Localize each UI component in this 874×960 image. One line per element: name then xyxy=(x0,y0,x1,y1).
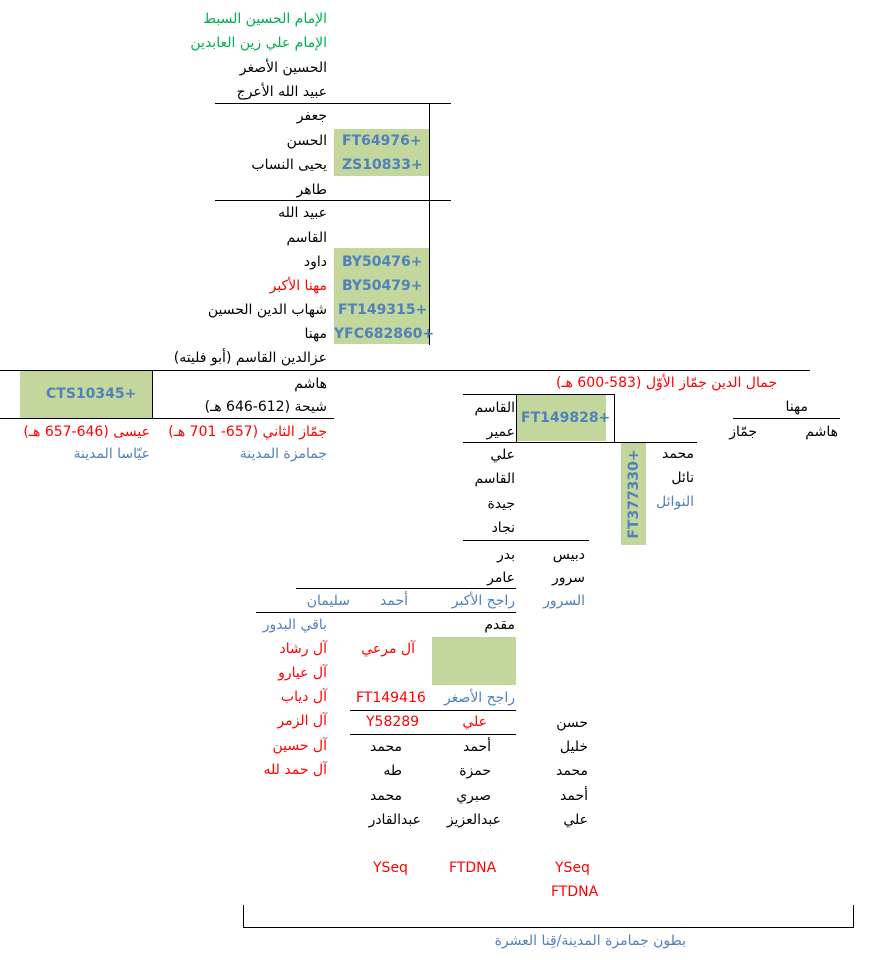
lineage-dawud: داود xyxy=(303,254,327,270)
right-muhanna: مهنا xyxy=(785,399,808,415)
haplo-y58289: Y58289 xyxy=(366,714,420,730)
col-ali-3: صبري xyxy=(456,788,491,804)
haplo-box-empty xyxy=(432,637,516,685)
haplo-zs10833: ZS10833+ xyxy=(342,157,423,173)
right-jammaz: جمّاز xyxy=(729,424,757,440)
al-dhiyab: آل دياب xyxy=(280,689,327,705)
jamal-jammaz: جمال الدين جمّاز الأوّل (583-600 هـ) xyxy=(555,375,777,391)
col-ali-2: حمزة xyxy=(459,763,491,779)
col-hasan-5: علي xyxy=(563,812,588,828)
dubais: دبيس xyxy=(552,547,585,563)
haplo-cts10345: CTS10345+ xyxy=(46,386,137,402)
col-muhammad-4: عبدالقادر xyxy=(368,812,421,828)
footer-caption: بطون جمامزة المدينة/قِنا العشرة xyxy=(494,933,686,949)
al-hamdallah: آل حمد لله xyxy=(263,762,327,778)
test-ftdna-2: FTDNA xyxy=(551,884,599,900)
lineage-hashim: هاشم xyxy=(294,376,327,392)
lineage-muhanna: مهنا xyxy=(304,326,327,342)
haplo-yfc682860: YFC682860+ xyxy=(334,326,435,342)
lineage-tahir: طاهر xyxy=(296,182,327,198)
nawail-tribe: النوائل xyxy=(655,494,694,510)
lineage-ubaydullah-araj: عبيد الله الأعرج xyxy=(236,84,327,100)
rajeh-asghar: راجح الأصغر xyxy=(443,690,515,706)
right-hashim: هاشم xyxy=(805,424,838,440)
col-ali-head: علي xyxy=(462,714,487,730)
line-h12 xyxy=(350,734,516,735)
al-rashad: آل رشاد xyxy=(279,641,327,657)
child-ali: علي xyxy=(490,447,515,463)
col-hasan-2: خليل xyxy=(559,739,588,755)
group-qasim: القاسم xyxy=(474,400,515,416)
haplo-ft149315: FT149315+ xyxy=(338,302,428,318)
lineage-ubaydullah: عبيد الله xyxy=(278,205,327,221)
col-muhammad-1: محمد xyxy=(370,739,402,755)
line-h8 xyxy=(463,540,589,541)
nawail-nail: نائل xyxy=(671,470,694,486)
amer: عامر xyxy=(487,570,515,586)
lineage-husayn-asghar: الحسين الأصغر xyxy=(239,60,327,76)
line-v3 xyxy=(152,370,153,418)
haplo-ft64976: FT64976+ xyxy=(342,133,422,149)
col-hasan-1: حسن xyxy=(556,715,588,731)
al-ayaru: آل عيارو xyxy=(278,665,327,681)
nawail-muhammad: محمد xyxy=(662,446,694,462)
col-muhammad-3: محمد xyxy=(370,788,402,804)
surur-tribe: السرور xyxy=(543,593,585,609)
child-qasim: القاسم xyxy=(474,471,515,487)
baqi-budur: باقي البدور xyxy=(262,617,327,633)
lineage-yahya: يحيى النساب xyxy=(251,157,327,173)
col-ali-4: عبدالعزيز xyxy=(446,812,501,828)
al-zumar: آل الزمر xyxy=(277,713,327,729)
haplo-by50479: BY50479+ xyxy=(342,278,423,294)
issa-name: عيسى (646-657 هـ) xyxy=(23,424,150,440)
line-h9 xyxy=(296,588,516,589)
muqaddam: مقدم xyxy=(484,617,515,633)
test-yseq-1: YSeq xyxy=(373,860,408,876)
jammaz2-tribe: جمامزة المدينة xyxy=(239,446,327,462)
lineage-zain: الإمام علي زين العابدين xyxy=(190,35,327,51)
child-jayda: جيدة xyxy=(487,496,515,512)
jammaz2-name: جمّاز الثاني (657- 701 هـ) xyxy=(168,424,327,440)
al-murai: آل مرعي xyxy=(361,641,415,657)
line-v5 xyxy=(614,394,615,442)
line-h3 xyxy=(0,370,810,371)
haplo-ft149828: FT149828+ xyxy=(521,410,611,426)
rajeh-sulaiman: سليمان xyxy=(306,593,350,609)
badr: بدر xyxy=(496,547,515,563)
col-hasan-3: محمد xyxy=(556,763,588,779)
line-v1 xyxy=(429,103,430,200)
haplo-ft377330: FT377330+ xyxy=(626,449,642,539)
rajeh-akbar: راجح الأكبر xyxy=(451,593,515,609)
lineage-jafar: جعفر xyxy=(296,108,327,124)
haplo-ft149416: FT149416 xyxy=(356,690,426,706)
child-najjad: نجاد xyxy=(491,520,515,536)
haplo-by50476: BY50476+ xyxy=(342,254,423,270)
al-husain: آل حسين xyxy=(272,738,327,754)
surur: سرور xyxy=(552,570,585,586)
lineage-shihab: شهاب الدين الحسين xyxy=(207,302,327,318)
lineage-izzaddin: عزالدين القاسم (أبو فليته) xyxy=(173,350,327,366)
lineage-qasim: القاسم xyxy=(286,230,327,246)
footer-bracket-left xyxy=(243,905,244,927)
line-h2 xyxy=(215,200,451,201)
lineage-husayn: الإمام الحسين السبط xyxy=(203,11,327,27)
footer-bracket-bottom xyxy=(243,927,854,928)
test-ftdna-1: FTDNA xyxy=(449,860,497,876)
col-muhammad-2: طه xyxy=(383,763,402,779)
test-yseq-2: YSeq xyxy=(555,860,590,876)
lineage-shiha: شيحة (612-646 هـ) xyxy=(204,399,327,415)
lineage-hasan: الحسن xyxy=(286,133,327,149)
col-hasan-4: أحمد xyxy=(560,788,588,804)
group-umair: عمير xyxy=(486,424,515,440)
issa-tribe: عيّاسا المدينة xyxy=(73,446,150,462)
footer-bracket-right xyxy=(853,905,854,927)
line-v6 xyxy=(516,394,517,442)
lineage-muhanna-akbar: مهنا الأكبر xyxy=(269,278,327,294)
rajeh-ahmad: أحمد xyxy=(380,593,408,609)
col-ali-1: أحمد xyxy=(463,739,491,755)
